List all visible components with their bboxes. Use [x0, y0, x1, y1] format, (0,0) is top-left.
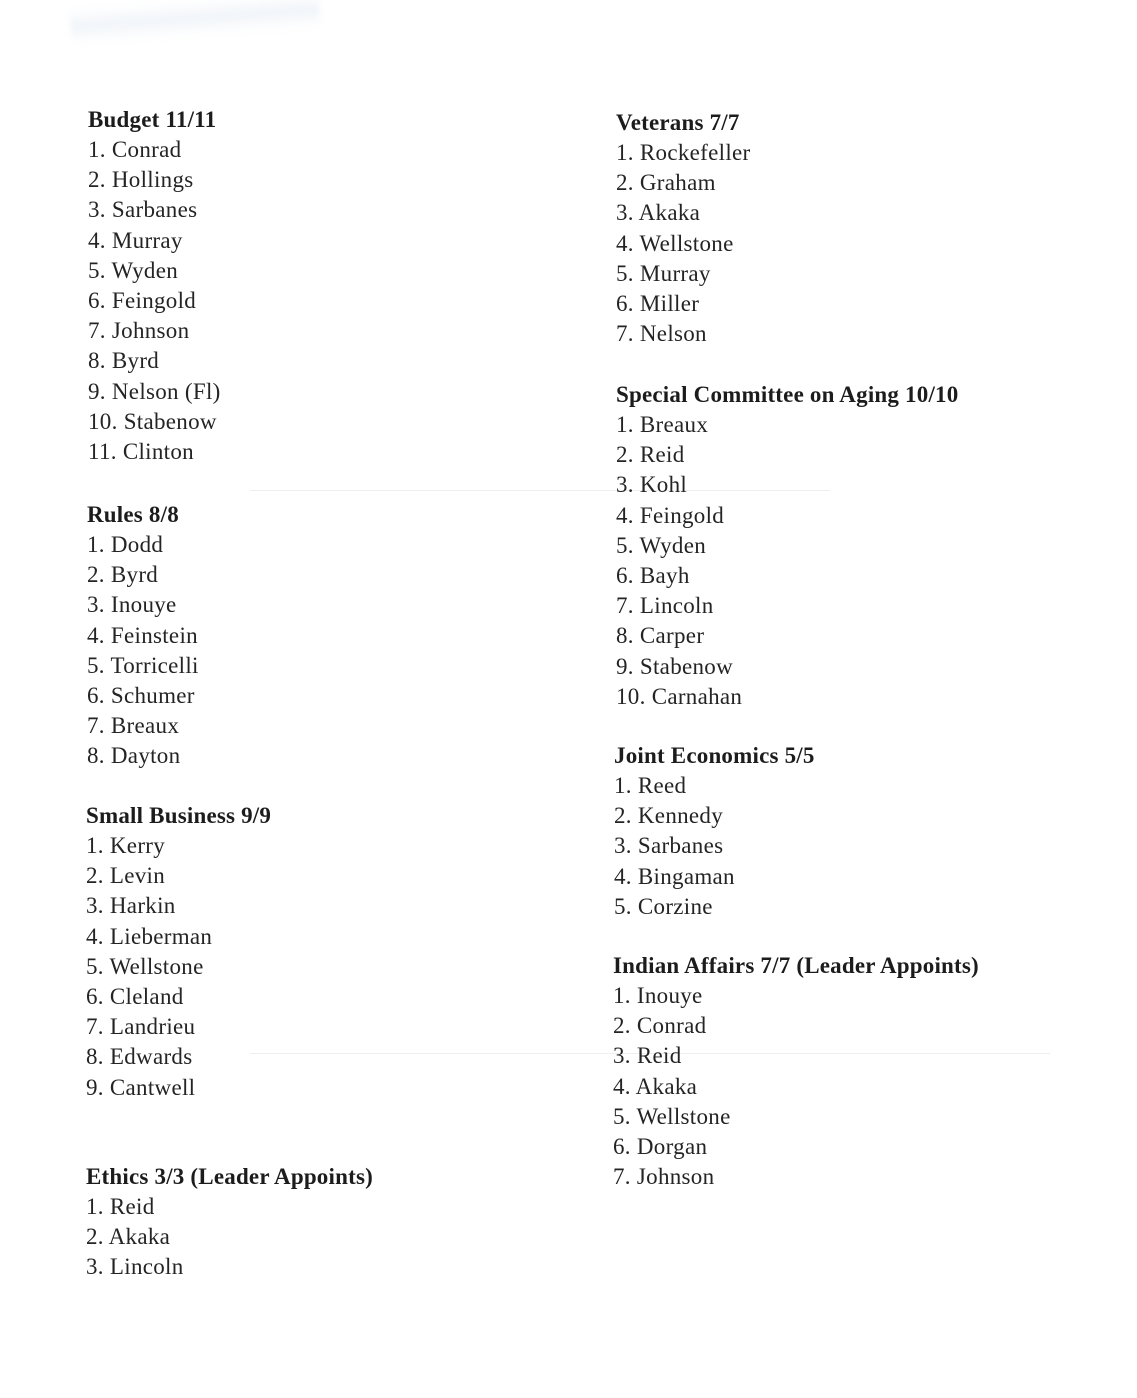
member-entry: 6. Miller: [616, 290, 700, 316]
member-list: [88, 135, 568, 467]
member-entry: 2. Reid: [616, 442, 685, 468]
member-entry: 10. Carnahan: [616, 683, 743, 709]
member-entry: 4. Feinstein: [87, 622, 198, 648]
member-list: [86, 1192, 566, 1283]
member-entry: 3. Sarbanes: [614, 833, 724, 859]
member-entry: 9. Cantwell: [86, 1074, 196, 1100]
member-entry: 3. Harkin: [86, 893, 176, 919]
committee-heading: Ethics 3/3 (Leader Appoints): [86, 1164, 373, 1189]
member-entry: 5. Wellstone: [613, 1103, 731, 1129]
member-entry: 3. Lincoln: [86, 1254, 184, 1280]
scan-smudge: [69, 0, 321, 45]
member-entry: 3. Reid: [613, 1043, 682, 1069]
member-entry: 2. Kennedy: [614, 803, 724, 829]
member-entry: 2. Byrd: [87, 562, 159, 588]
member-entry: 9. Nelson (Fl): [88, 378, 221, 404]
committee-veterans: [616, 108, 1096, 349]
member-entry: 1. Rockefeller: [616, 140, 751, 165]
member-entry: 1. Dodd: [87, 532, 164, 557]
member-entry: 4. Feingold: [616, 502, 725, 528]
member-entry: 8. Byrd: [88, 348, 160, 374]
member-entry: 10. Stabenow: [88, 408, 217, 434]
member-entry: 3. Kohl: [616, 472, 688, 498]
member-entry: 7. Landrieu: [86, 1014, 196, 1040]
member-entry: 1. Breaux: [616, 412, 709, 437]
member-entry: 2. Hollings: [88, 167, 194, 193]
member-entry: 4. Murray: [88, 227, 183, 253]
committee-heading: Joint Economics 5/5: [614, 743, 815, 768]
committee-heading: Small Business 9/9: [86, 803, 272, 828]
member-entry: 8. Edwards: [86, 1044, 193, 1070]
member-entry: 5. Corzine: [614, 893, 713, 919]
committee-joint-economics: [614, 741, 1094, 922]
member-entry: 1. Conrad: [88, 137, 182, 162]
member-entry: 6. Feingold: [88, 287, 197, 313]
member-entry: 7. Lincoln: [616, 593, 714, 619]
member-entry: 1. Reed: [614, 773, 687, 798]
member-entry: 3. Inouye: [87, 592, 177, 618]
committee-heading: Special Committee on Aging 10/10: [616, 382, 959, 407]
member-entry: 5. Wellstone: [86, 953, 204, 979]
committee-budget: [88, 105, 568, 467]
member-list: [87, 530, 567, 772]
member-entry: 7. Johnson: [88, 318, 190, 344]
member-entry: 11. Clinton: [88, 438, 194, 464]
member-entry: 6. Dorgan: [613, 1133, 708, 1159]
member-entry: 1. Kerry: [86, 833, 166, 858]
member-entry: 2. Graham: [616, 170, 716, 196]
member-entry: 6. Bayh: [616, 562, 690, 588]
committee-rules: [87, 500, 567, 772]
member-entry: 3. Akaka: [616, 200, 701, 226]
member-entry: 2. Akaka: [86, 1224, 171, 1250]
member-entry: 5. Torricelli: [87, 652, 199, 678]
committee-heading: Rules 8/8: [87, 502, 179, 527]
member-list: [616, 138, 1096, 349]
member-entry: 5. Wyden: [88, 257, 179, 283]
member-entry: 5. Wyden: [616, 532, 707, 558]
member-entry: 7. Breaux: [87, 713, 180, 739]
member-list: [614, 771, 1094, 922]
member-entry: 8. Dayton: [87, 743, 181, 769]
member-entry: 6. Schumer: [87, 682, 195, 708]
member-entry: 3. Sarbanes: [88, 197, 198, 223]
member-entry: 4. Wellstone: [616, 230, 734, 256]
committee-heading: Budget 11/11: [88, 107, 217, 132]
committee-indian-affairs: [613, 951, 1093, 1192]
committee-ethics: [86, 1162, 566, 1283]
member-list: [613, 981, 1093, 1192]
member-entry: 8. Carper: [616, 623, 705, 649]
member-entry: 7. Nelson: [616, 321, 707, 347]
member-entry: 7. Johnson: [613, 1164, 715, 1190]
member-entry: 5. Murray: [616, 260, 711, 286]
committee-aging: [616, 380, 1096, 712]
member-entry: 2. Levin: [86, 863, 166, 889]
member-entry: 4. Bingaman: [614, 863, 735, 889]
member-entry: 2. Conrad: [613, 1013, 707, 1039]
member-entry: 6. Cleland: [86, 983, 184, 1009]
committee-heading: Indian Affairs 7/7 (Leader Appoints): [613, 953, 979, 978]
committee-heading: Veterans 7/7: [616, 110, 740, 135]
member-entry: 4. Lieberman: [86, 923, 213, 949]
member-entry: 1. Inouye: [613, 983, 703, 1008]
member-entry: 1. Reid: [86, 1194, 155, 1219]
member-entry: 9. Stabenow: [616, 653, 734, 679]
member-list: [86, 831, 566, 1103]
member-entry: 4. Akaka: [613, 1073, 698, 1099]
member-list: [616, 410, 1096, 712]
committee-small-business: [86, 801, 566, 1103]
